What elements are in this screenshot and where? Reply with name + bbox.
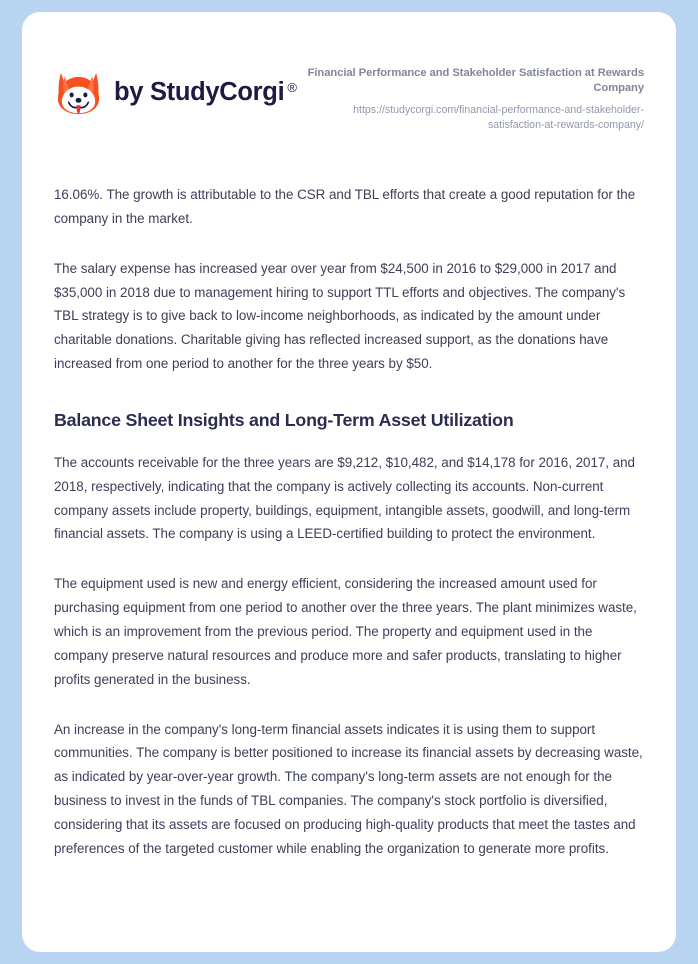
header-meta-block bbox=[304, 60, 644, 133]
paragraph-equipment: The equipment used is new and energy efficient, considering the increased amount used for purchasing equipment from one period to another over the three years. The plant minimizes waste, which is an improvement from the previous period. The property and equipment used in the company preserve natural resources and produce more and safer products, translating to higher profits generated in the business. bbox=[54, 576, 637, 687]
document-title: Financial Performance and Stakeholder Satisfaction at Rewards Company bbox=[307, 67, 644, 95]
section-heading-balance-sheet: Balance Sheet Insights and Long-Term Asset Utilization bbox=[54, 409, 514, 430]
registered-trademark-icon: ® bbox=[287, 79, 297, 95]
paragraph-salary-expense: The salary expense has increased year over year from $24,500 in 2016 to $29,000 in 2017 and $35,000 in 2018 due to management hiring to support TTL efforts and objectives. The company's TBL strategy is to give back to low-income neighborhoods, as indicated by the amount under charitable donations. Charitable giving has reflected increased support, as the donations have increased from one period to another for the three years by $50. bbox=[54, 260, 626, 372]
corgi-logo-icon bbox=[54, 68, 103, 117]
document-page bbox=[22, 12, 676, 952]
paragraph-accounts-receivable: The accounts receivable for the three years are $9,212, $10,482, and $14,178 for 2016, 2017, and 2018, respectively, indicating that the company is actively collecting its accounts. Non-current company assets include property, buildings, equipment, intangible assets, goodwill, and long-term financial assets. The company is using a LEED-certified building to protect the environment. bbox=[54, 454, 635, 542]
paragraph-long-term-assets: An increase in the company's long-term financial assets indicates it is using them to support communities. The company is better positioned to increase its financial assets by decreasing waste, as indicated by year-over-year growth. The company's long-term assets are not enough for the business to invest in the funds of TBL companies. The company's stock portfolio is diversified, considering that its assets are focused on producing high-quality products that meet the tastes and preferences of the targeted customer while enabling the organization to generate more profits. bbox=[54, 721, 643, 856]
document-source-url: https://studycorgi.com/financial-performance-and-stakeholder-satisfaction-at-rewards-company/ bbox=[353, 103, 644, 131]
brand-wordmark bbox=[114, 77, 297, 106]
document-body bbox=[22, 183, 676, 861]
brand-name-text: by StudyCorgi bbox=[114, 77, 285, 106]
brand-logo-block bbox=[54, 60, 297, 117]
paragraph-growth-attribution: 16.06%. The growth is attributable to the CSR and TBL efforts that create a good reputation for the company in the market. bbox=[54, 186, 636, 226]
document-header bbox=[22, 12, 676, 133]
